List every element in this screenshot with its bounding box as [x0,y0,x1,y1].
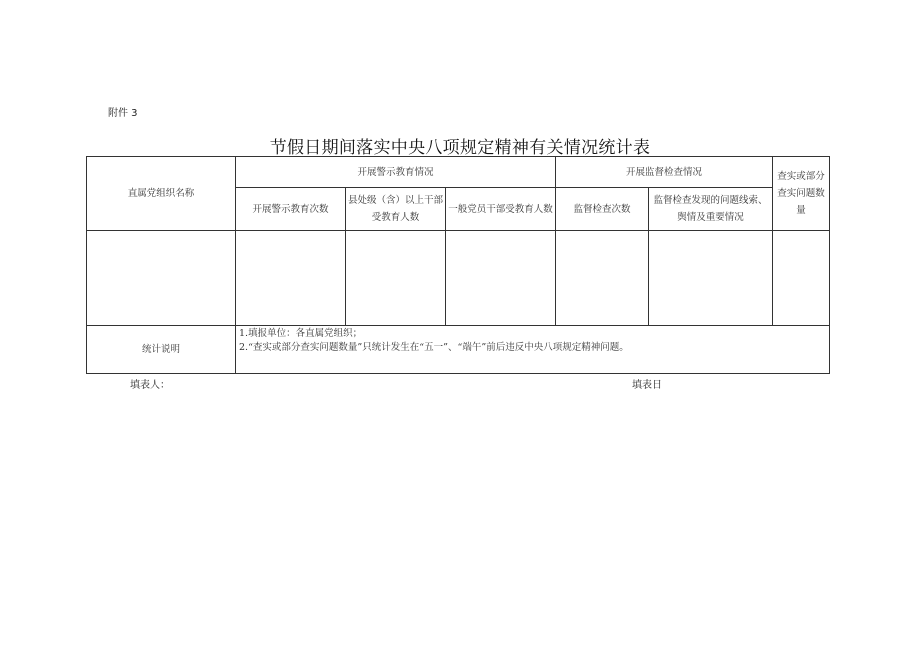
warning-education-count-header: 开展警示教育次数 [236,188,346,231]
supervision-count-cell[interactable] [556,231,649,326]
notes-label: 统计说明 [87,326,236,374]
note-line: 2.“查实或部分查实问题数量”只统计发生在“五一”、“端午”前后违反中央八项规定精神问题。 [239,342,629,353]
notes-content [236,326,830,374]
issues-count-cell[interactable] [773,231,830,326]
general-members-cell[interactable] [446,231,556,326]
statistics-table [86,156,830,374]
supervision-count-header: 监督检查次数 [556,188,649,231]
table-header-row [87,157,830,188]
county-level-cadres-header: 县处级（含）以上干部受教育人数 [346,188,446,231]
supervision-findings-header: 监督检查发现的问题线索、舆情及重要情况 [649,188,773,231]
warning-education-count-cell[interactable] [236,231,346,326]
notes-row [87,326,830,374]
general-members-header: 一般党员干部受教育人数 [446,188,556,231]
org-name-cell[interactable] [87,231,236,326]
page-title: 节假日期间落实中央八项规定精神有关情况统计表 [269,138,651,158]
county-level-cadres-cell[interactable] [346,231,446,326]
org-name-header: 直属党组织名称 [87,157,236,231]
filler-label: 填表人： [130,380,170,391]
fill-date-label: 填表日 [632,380,662,391]
table-row [87,231,830,326]
issues-count-header: 查实或部分查实问题数量 [773,157,830,231]
note-line: 1.填报单位：各直属党组织； [239,328,363,339]
warning-education-group-header: 开展警示教育情况 [236,157,556,188]
attachment-label: 附件 3 [108,108,138,119]
supervision-findings-cell[interactable] [649,231,773,326]
supervision-group-header: 开展监督检查情况 [556,157,773,188]
